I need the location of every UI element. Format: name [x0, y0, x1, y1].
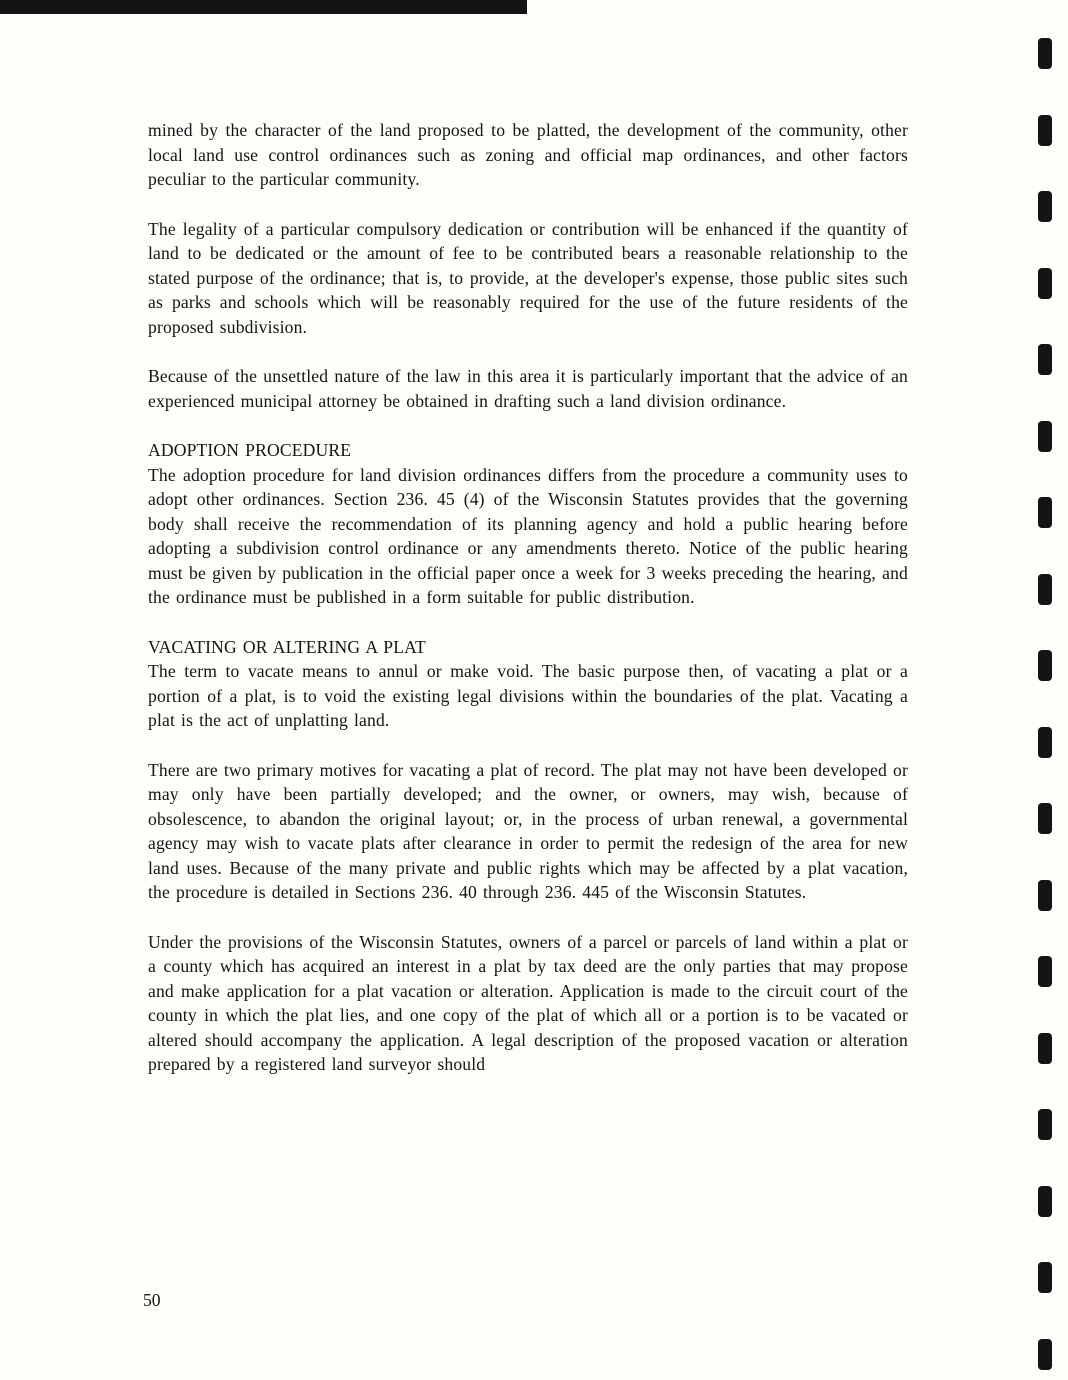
- paragraph: Under the provisions of the Wisconsin Statutes, owners of a parcel or parcels of land within a plat or a county which has acquired an interest in a plat by tax deed are the only parties that may propose and make application for a plat vacation or alteration. Application is made to the circuit court of the county in which the plat lies, and one copy of the plat of which all or a portion is to be vacated or altered should accompany the application. A legal description of the proposed vacation or alteration prepared by a registered land surveyor should: [148, 931, 908, 1074]
- paragraph: There are two primary motives for vacating a plat of record. The plat may not have been developed or may only have been partially developed; and the owner, or owners, may wish, because of obsolescence, to abandon the original layout; or, in the process of urban renewal, a governmental agency may wish to vacate plats after clearance in order to permit the redesign of the area for new land uses. Because of the many private and public rights which may be affected by a plat vacation, the procedure is detailed in Sections 236. 40 through 236. 445 of the Wisconsin Statutes.: [148, 759, 908, 902]
- binding-mark: [1038, 650, 1052, 681]
- binding-mark: [1038, 1186, 1052, 1217]
- binding-mark: [1038, 421, 1052, 452]
- binding-mark: [1038, 38, 1052, 69]
- binding-mark: [1038, 497, 1052, 528]
- binding-mark: [1038, 803, 1052, 834]
- binding-mark: [1038, 268, 1052, 299]
- paragraph: The adoption procedure for land division ordinances differs from the procedure a community uses to adopt other ordinances. Section 236. 45 (4) of the Wisconsin Statutes provides that the governing body shall receive the recommendation of its planning agency and hold a public hearing before adopting a subdivision control ordinance or any amendments thereto. Notice of the public hearing must be given by publication in the official paper once a week for 3 weeks preceding the hearing, and the ordinance must be published in a form suitable for public distribution.: [148, 464, 908, 607]
- binding-mark: [1038, 880, 1052, 911]
- page-body: [148, 118, 908, 1102]
- binding-mark: [1038, 115, 1052, 146]
- binding-mark: [1038, 574, 1052, 605]
- binding-mark: [1038, 1339, 1052, 1370]
- binding-mark: [1038, 1033, 1052, 1064]
- section-vacating-or-altering-a-plat: [148, 635, 908, 733]
- paragraph: mined by the character of the land proposed to be platted, the development of the community, other local land use control ordinances such as zoning and official map ordinances, and other factors peculiar to the particular community.: [148, 120, 908, 189]
- paragraph: Because of the unsettled nature of the law in this area it is particularly important that the advice of an experienced municipal attorney be obtained in drafting such a land division ordinance.: [148, 366, 908, 411]
- section-heading: ADOPTION PROCEDURE: [148, 440, 352, 460]
- paragraph: The term to vacate means to annul or make void. The basic purpose then, of vacating a plat or a portion of a plat, is to void the existing legal divisions within the boundaries of the plat. Vacating a plat is the act of unplatting land.: [148, 661, 908, 730]
- page-number: 50: [143, 1290, 161, 1310]
- paragraph: The legality of a particular compulsory dedication or contribution will be enhanced if the quantity of land to be dedicated or the amount of fee to be contributed bears a reasonable relationship to the stated purpose of the ordinance; that is, to provide, at the developer's expense, those public sites such as parks and schools which will be reasonably required for the use of the future residents of the proposed subdivision.: [148, 218, 908, 337]
- binding-mark: [1038, 1109, 1052, 1140]
- binding-mark: [1038, 344, 1052, 375]
- binding-mark: [1038, 956, 1052, 987]
- scan-edge-bar: [0, 0, 527, 14]
- section-heading: VACATING OR ALTERING A PLAT: [148, 636, 426, 657]
- binding-mark: [1038, 1262, 1052, 1293]
- binding-mark: [1038, 727, 1052, 758]
- binding-marks-column: [1038, 0, 1056, 1380]
- section-adoption-procedure: [148, 438, 908, 610]
- binding-mark: [1038, 191, 1052, 222]
